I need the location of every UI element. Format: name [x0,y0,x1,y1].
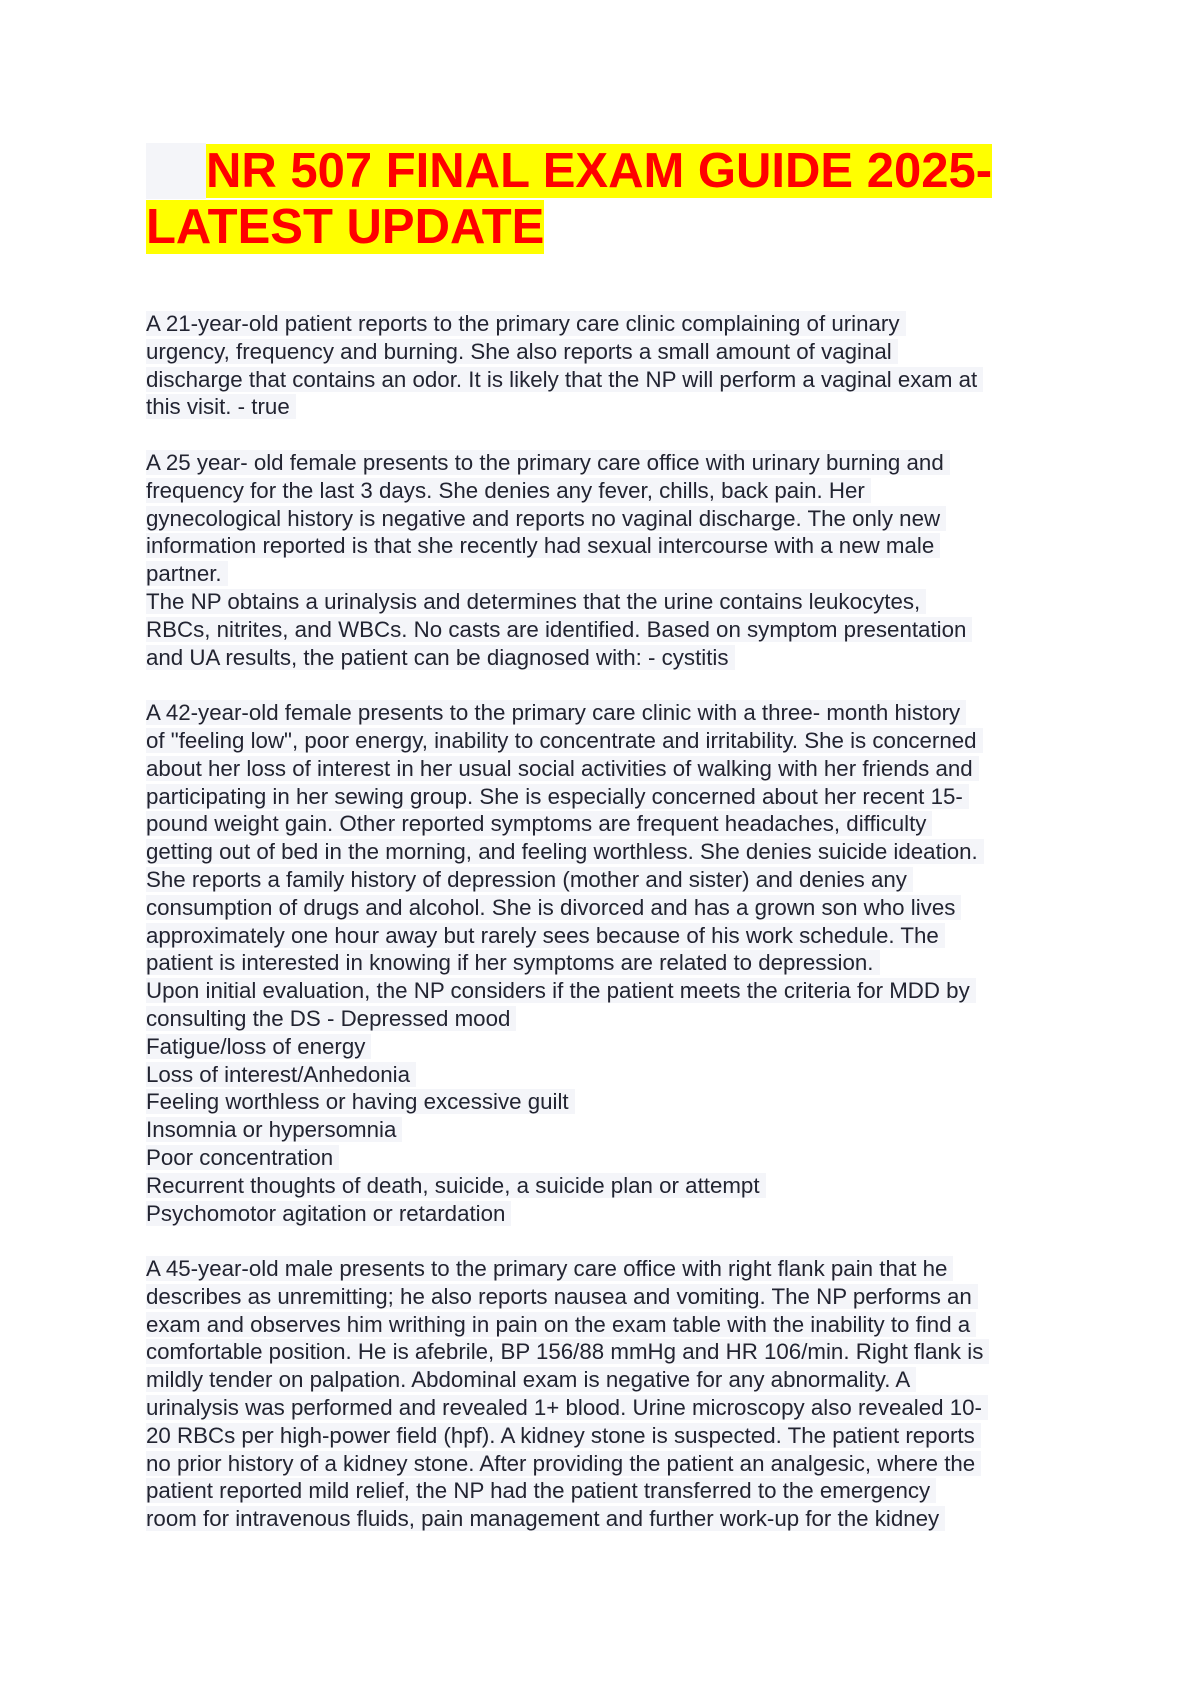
text-line [146,1283,989,1311]
text-line [146,1311,989,1339]
text-line [146,1394,989,1422]
text-line-content: approximately one hour away but rarely sees because of his work schedule. The [146,923,945,948]
text-line-content: partner. [146,561,228,586]
text-line-content: frequency for the last 3 days. She denies any fever, chills, back pain. Her [146,478,871,503]
text-line [146,1116,989,1144]
text-line [146,1505,989,1533]
text-line-content: A 45-year-old male presents to the primary care office with right flank pain that he [146,1256,953,1281]
text-line [146,477,989,505]
text-line [146,977,989,1005]
text-line-content: exam and observes him writhing in pain on the exam table with the inability to find a [146,1312,976,1337]
text-line [146,755,989,783]
text-line-content: patient reported mild relief, the NP had the patient transferred to the emergency [146,1478,936,1503]
text-line [146,838,989,866]
text-line-content: RBCs, nitrites, and WBCs. No casts are identified. Based on symptom presentation [146,617,972,642]
title-line-1: NR 507 FINAL EXAM GUIDE 2025- [206,144,993,198]
text-line [146,1144,989,1172]
text-line-content: 20 RBCs per high-power field (hpf). A kidney stone is suspected. The patient reports [146,1423,981,1448]
text-line [146,616,989,644]
text-line-content: Upon initial evaluation, the NP considers if the patient meets the criteria for MDD by [146,978,976,1003]
text-line [146,1088,989,1116]
text-line-content: about her loss of interest in her usual social activities of walking with her friends and [146,756,979,781]
text-line-content: A 42-year-old female presents to the primary care clinic with a three- month history [146,700,966,725]
text-line-content: pound weight gain. Other reported symptoms are frequent headaches, difficulty [146,811,932,836]
text-line [146,310,989,338]
text-line-content: Recurrent thoughts of death, suicide, a suicide plan or attempt [146,1173,766,1198]
document-body [146,310,989,1561]
text-line-content: A 21-year-old patient reports to the primary care clinic complaining of urinary [146,311,906,336]
text-line-content: She reports a family history of depression (mother and sister) and denies any [146,867,913,892]
text-line-content: Insomnia or hypersomnia [146,1117,402,1142]
text-line [146,1338,989,1366]
text-line [146,449,989,477]
text-line-content: urinalysis was performed and revealed 1+ blood. Urine microscopy also revealed 10- [146,1395,988,1420]
text-line-content: no prior history of a kidney stone. After providing the patient an analgesic, where the [146,1451,981,1476]
question-paragraph [146,1255,989,1533]
text-line [146,1477,989,1505]
text-line-content: participating in her sewing group. She is especially concerned about her recent 15- [146,784,969,809]
text-line-content: Poor concentration [146,1145,339,1170]
text-line [146,922,989,950]
text-line-content: and UA results, the patient can be diagnosed with: - cystitis [146,645,735,670]
document-title [146,143,992,255]
text-line [146,393,989,421]
text-line [146,866,989,894]
question-paragraph [146,449,989,671]
text-line [146,338,989,366]
text-line [146,1422,989,1450]
text-line [146,1033,989,1061]
title-line-2: LATEST UPDATE [146,200,545,254]
text-line-content: room for intravenous fluids, pain management and further work-up for the kidney [146,1506,945,1531]
text-line-content: this visit. - true [146,394,296,419]
text-line [146,505,989,533]
question-paragraph [146,699,989,1227]
text-line-content: of "feeling low", poor energy, inability to concentrate and irritability. She is concerned [146,728,983,753]
text-line [146,560,989,588]
text-line [146,1255,989,1283]
text-line-content: consulting the DS - Depressed mood [146,1006,516,1031]
text-line-content: comfortable position. He is afebrile, BP 156/88 mmHg and HR 106/min. Right flank is [146,1339,989,1364]
text-line-content: patient is interested in knowing if her symptoms are related to depression. [146,950,880,975]
question-paragraph [146,310,989,421]
text-line-content: Feeling worthless or having excessive guilt [146,1089,575,1114]
text-line [146,1172,989,1200]
text-line-content: information reported is that she recently had sexual intercourse with a new male [146,533,940,558]
text-line [146,810,989,838]
text-line-content: Fatigue/loss of energy [146,1034,371,1059]
text-line [146,366,989,394]
text-line-content: Psychomotor agitation or retardation [146,1201,511,1226]
text-line-content: A 25 year- old female presents to the primary care office with urinary burning and [146,450,950,475]
text-line [146,1200,989,1228]
text-line-content: mildly tender on palpation. Abdominal exam is negative for any abnormality. A [146,1367,916,1392]
title-indent [146,143,206,199]
text-line-content: consumption of drugs and alcohol. She is divorced and has a grown son who lives [146,895,961,920]
text-line-content: Loss of interest/Anhedonia [146,1062,416,1087]
text-line-content: getting out of bed in the morning, and feeling worthless. She denies suicide ideation. [146,839,984,864]
text-line [146,699,989,727]
text-line [146,532,989,560]
text-line [146,894,989,922]
text-line [146,1005,989,1033]
text-line [146,1366,989,1394]
text-line [146,783,989,811]
text-line-content: describes as unremitting; he also reports nausea and vomiting. The NP performs an [146,1284,978,1309]
text-line-content: urgency, frequency and burning. She also reports a small amount of vaginal [146,339,898,364]
text-line-content: gynecological history is negative and reports no vaginal discharge. The only new [146,506,946,531]
text-line [146,1061,989,1089]
text-line [146,1450,989,1478]
text-line [146,727,989,755]
text-line-content: discharge that contains an odor. It is likely that the NP will perform a vaginal exam at [146,367,983,392]
text-line [146,949,989,977]
text-line [146,644,989,672]
text-line-content: The NP obtains a urinalysis and determines that the urine contains leukocytes, [146,589,926,614]
text-line [146,588,989,616]
